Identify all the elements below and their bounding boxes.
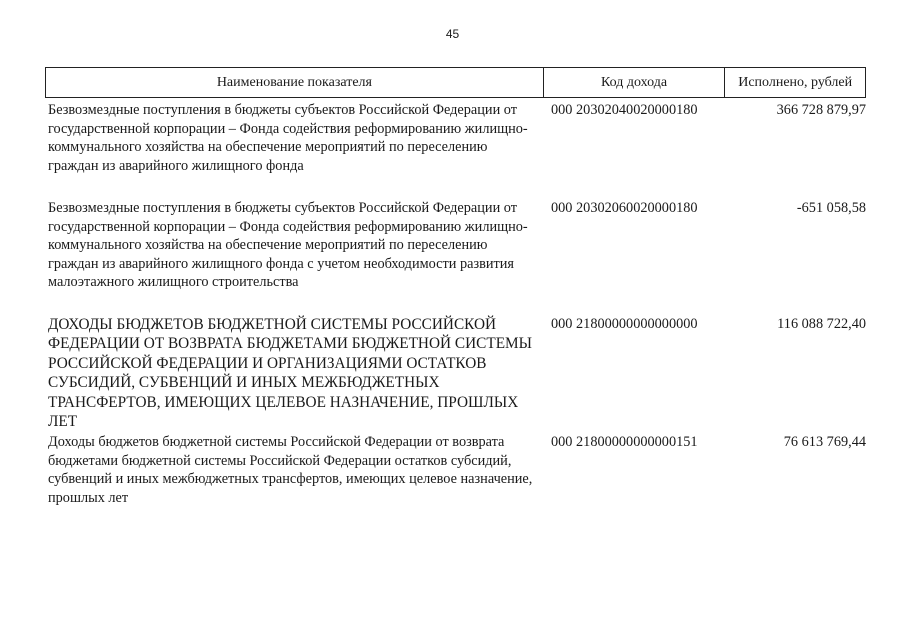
row-amount: 116 088 722,40 bbox=[777, 316, 866, 332]
row-amount: 76 613 769,44 bbox=[783, 434, 866, 450]
row-code: 000 21800000000000151 bbox=[551, 434, 698, 450]
row-amount: -651 058,58 bbox=[796, 200, 866, 216]
header-amount: Исполнено, рублей bbox=[724, 68, 865, 97]
row-amount: 366 728 879,97 bbox=[776, 102, 866, 118]
row-name: Доходы бюджетов бюджетной системы Российской Федерации от возврата бюджетами бюджетной системы Российской Федерации остатков субсидий, субвенций и иных межбюджетных трансфертов, имеющих целевое назначение, прошлых лет bbox=[48, 434, 533, 506]
page-number: 45 bbox=[445, 27, 460, 41]
table-header bbox=[45, 67, 866, 98]
row-name: Безвозмездные поступления в бюджеты субъектов Российской Федерации от государственной корпорации – Фонда содействия реформированию жилищно-коммунального хозяйства на обеспечение мероприятий по переселению граждан из аварийного жилищного фонда bbox=[48, 102, 528, 174]
header-name: Наименование показателя bbox=[216, 74, 372, 90]
row-name: ДОХОДЫ БЮДЖЕТОВ БЮДЖЕТНОЙ СИСТЕМЫ РОССИЙСКОЙ ФЕДЕРАЦИИ ОТ ВОЗВРАТА БЮДЖЕТАМИ БЮДЖЕТНОЙ СИСТЕМЫ РОССИЙСКОЙ ФЕДЕРАЦИИ И ОРГАНИЗАЦИЯМИ ОСТАТКОВ СУБСИДИЙ, СУБВЕНЦИЙ И ИНЫХ МЕЖБЮДЖЕТНЫХ ТРАНСФЕРТОВ, ИМЕЮЩИХ ЦЕЛЕВОЕ НАЗНАЧЕНИЕ, ПРОШЛЫХ ЛЕТ bbox=[48, 316, 532, 431]
row-code: 000 21800000000000000 bbox=[551, 316, 698, 332]
header-code: Код дохода bbox=[543, 68, 725, 97]
row-name: Безвозмездные поступления в бюджеты субъектов Российской Федерации от государственной корпорации – Фонда содействия реформированию жилищно-коммунального хозяйства на обеспечение мероприятий по переселению граждан из аварийного жилищного фонда с учетом необходимости развития малоэтажного жилищного строительства bbox=[48, 200, 528, 291]
row-code: 000 20302040020000180 bbox=[551, 102, 698, 118]
row-code: 000 20302060020000180 bbox=[551, 200, 698, 216]
